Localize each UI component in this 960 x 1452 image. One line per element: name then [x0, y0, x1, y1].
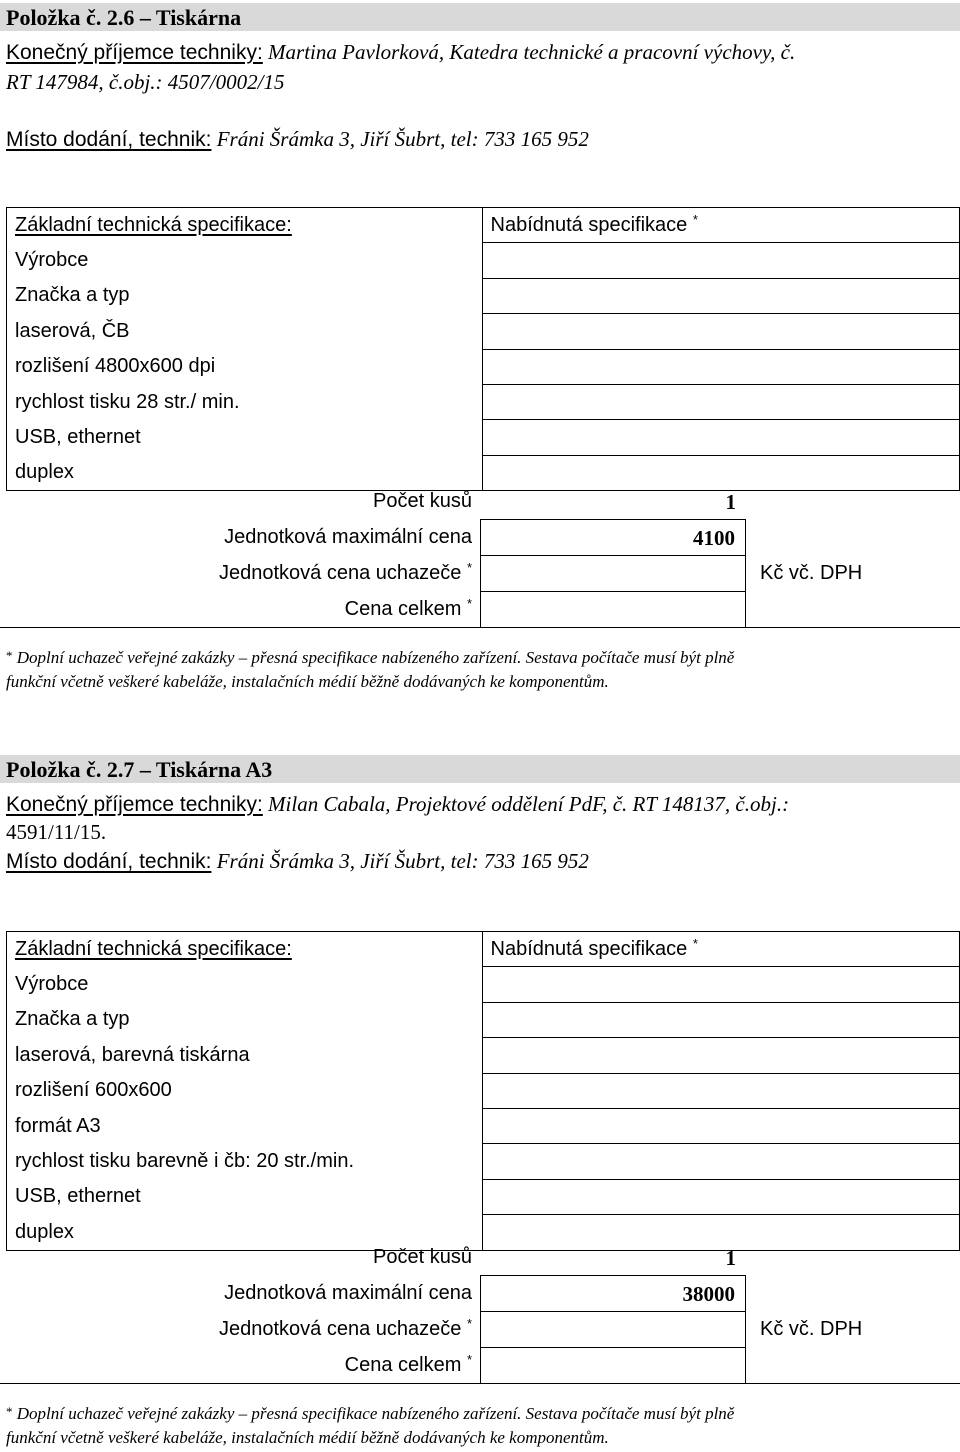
spec-offer-cell[interactable] — [482, 349, 960, 384]
footnote: * Doplní uchazeč veřejné zakázky – přesná specifikace nabízeného zařízení. Sestava počítače musí být plně funkční včetně veškeré kabeláže, instalačních médií běžně dodávaných ke komponentům. — [6, 648, 735, 691]
footnote: * Doplní uchazeč veřejné zakázky – přesná specifikace nabízeného zařízení. Sestava počítače musí být plně funkční včetně veškeré kabeláže, instalačních médií běžně dodávaných ke komponentům. — [6, 1404, 735, 1447]
spec-row: Výrobce — [7, 967, 483, 1002]
spec-offer-cell[interactable] — [482, 314, 960, 349]
recipient-line — [6, 792, 789, 817]
section-title: Položka č. 2.7 – Tiskárna A3 — [6, 757, 273, 782]
spec-row: duplex — [7, 1215, 483, 1250]
footnote-line-2: funkční včetně veškeré kabeláže, instalačních médií běžně dodávaných ke komponentům. — [6, 1428, 609, 1447]
max-price-value: 38000 — [682, 1282, 735, 1306]
qty-box — [480, 1240, 746, 1276]
qty-value: 1 — [725, 1246, 736, 1270]
spec-header-right: Nabídnutá specifikace * — [482, 208, 960, 243]
footnote-line-2: funkční včetně veškeré kabeláže, instalačních médií běžně dodávaných ke komponentům. — [6, 672, 609, 691]
spec-offer-cell[interactable] — [482, 420, 960, 455]
spec-header-left: Základní technická specifikace: — [7, 208, 483, 243]
spec-row: rychlost tisku barevně i čb: 20 str./min. — [7, 1144, 483, 1179]
spec-offer-cell[interactable] — [482, 1108, 960, 1143]
spec-table — [6, 207, 960, 491]
footnote-line-1: Doplní uchazeč veřejné zakázky – přesná specifikace nabízeného zařízení. Sestava počítače musí být plně — [16, 1404, 735, 1423]
spec-row: Značka a typ — [7, 1002, 483, 1037]
spec-offer-cell[interactable] — [482, 1144, 960, 1179]
recipient-value-cont: 4591/11/15. — [6, 820, 107, 844]
spec-row: duplex — [7, 455, 483, 490]
spec-row: Značka a typ — [7, 278, 483, 313]
spec-row: formát A3 — [7, 1108, 483, 1143]
spec-offer-cell[interactable] — [482, 243, 960, 278]
max-price-box — [480, 1276, 746, 1312]
spec-row: rozlišení 600x600 — [7, 1073, 483, 1108]
spec-row: laserová, ČB — [7, 314, 483, 349]
spec-row: rozlišení 4800x600 dpi — [7, 349, 483, 384]
spec-table — [6, 931, 960, 1251]
max-price-value: 4100 — [693, 526, 735, 550]
spec-offer-cell[interactable] — [482, 384, 960, 419]
spec-row: Výrobce — [7, 243, 483, 278]
unit-price-input[interactable] — [480, 1312, 746, 1348]
currency-unit: Kč vč. DPH — [760, 1318, 863, 1340]
qty-box — [480, 484, 746, 520]
qty-value: 1 — [725, 490, 736, 514]
delivery-label: Místo dodání, technik: — [6, 128, 212, 151]
currency-unit: Kč vč. DPH — [760, 562, 863, 584]
spec-row: rychlost tisku 28 str./ min. — [7, 384, 483, 419]
spec-row: USB, ethernet — [7, 420, 483, 455]
recipient-value: Milan Cabala, Projektové oddělení PdF, č. RT 148137, č.obj.: — [268, 792, 790, 816]
spec-offer-cell[interactable] — [482, 1002, 960, 1037]
total-label: Cena celkem * — [344, 1352, 472, 1376]
divider — [0, 1383, 960, 1384]
unit-price-label: Jednotková cena uchazeče * — [218, 1316, 472, 1340]
max-price-box — [480, 520, 746, 556]
spec-offer-cell[interactable] — [482, 967, 960, 1002]
spec-offer-cell[interactable] — [482, 1179, 960, 1214]
recipient-label: Konečný příjemce techniky: — [6, 793, 263, 816]
qty-label: Počet kusů — [373, 1246, 472, 1268]
delivery-value: Fráni Šrámka 3, Jiří Šubrt, tel: 733 165 952 — [216, 127, 589, 151]
delivery-label: Místo dodání, technik: — [6, 850, 212, 873]
total-input[interactable] — [480, 592, 746, 628]
spec-offer-cell[interactable] — [482, 278, 960, 313]
total-label: Cena celkem * — [344, 596, 472, 620]
spec-header-left: Základní technická specifikace: — [7, 932, 483, 967]
delivery-line — [6, 849, 589, 874]
unit-price-label: Jednotková cena uchazeče * — [218, 560, 472, 584]
recipient-value-cont: RT 147984, č.obj.: 4507/0002/15 — [6, 70, 285, 94]
max-price-label: Jednotková maximální cena — [224, 1282, 472, 1304]
section-header — [0, 755, 960, 783]
recipient-value: Martina Pavlorková, Katedra technické a pracovní výchovy, č. — [268, 40, 796, 64]
qty-label: Počet kusů — [373, 490, 472, 512]
section-title: Položka č. 2.6 – Tiskárna — [6, 5, 242, 30]
spec-row: USB, ethernet — [7, 1179, 483, 1214]
footnote-line-1: Doplní uchazeč veřejné zakázky – přesná specifikace nabízeného zařízení. Sestava počítače musí být plně — [16, 648, 735, 667]
section-header — [0, 3, 960, 31]
divider — [0, 627, 960, 628]
max-price-label: Jednotková maximální cena — [224, 526, 472, 548]
spec-offer-cell[interactable] — [482, 1038, 960, 1073]
delivery-line — [6, 127, 589, 152]
recipient-label: Konečný příjemce techniky: — [6, 41, 263, 64]
delivery-value: Fráni Šrámka 3, Jiří Šubrt, tel: 733 165 952 — [216, 849, 589, 873]
spec-row: laserová, barevná tiskárna — [7, 1038, 483, 1073]
recipient-line — [6, 40, 795, 65]
unit-price-input[interactable] — [480, 556, 746, 592]
total-input[interactable] — [480, 1348, 746, 1384]
spec-header-right: Nabídnutá specifikace * — [482, 932, 960, 967]
spec-offer-cell[interactable] — [482, 1073, 960, 1108]
